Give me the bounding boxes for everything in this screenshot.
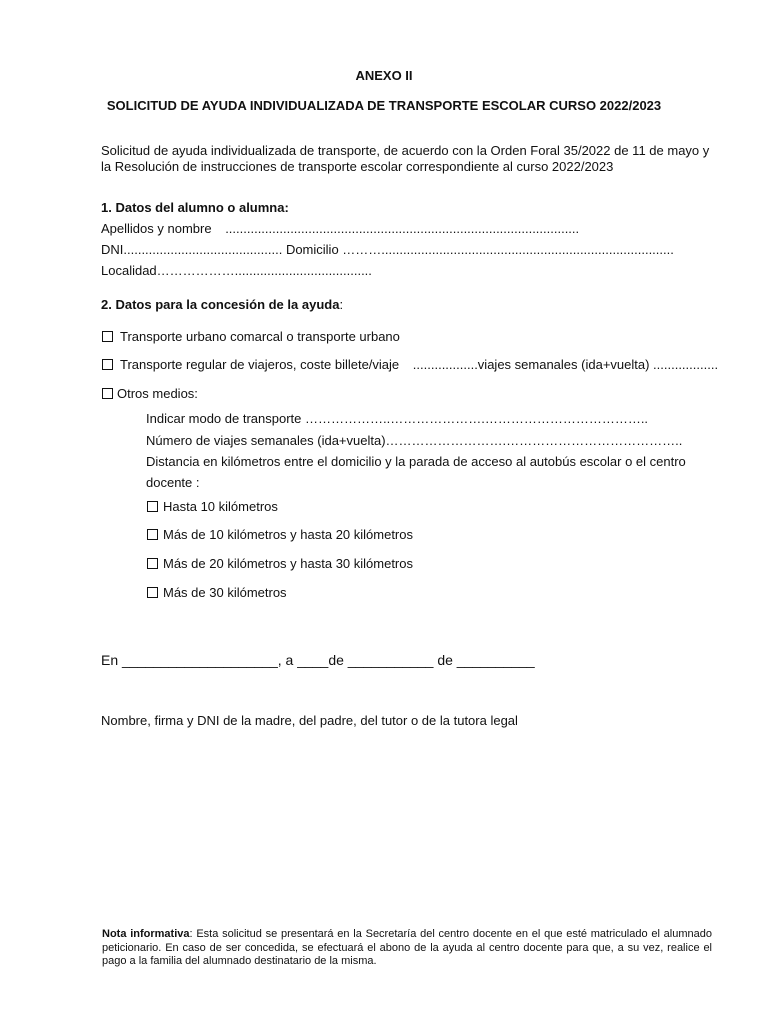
distancia-line-2: docente :	[146, 475, 200, 490]
intro-line-2: la Resolución de instrucciones de transporte escolar correspondiente al curso 2022/2023	[101, 159, 614, 174]
km-option-label: Más de 20 kilómetros y hasta 30 kilómetros	[163, 556, 413, 571]
km-option-label: Más de 30 kilómetros	[163, 585, 287, 600]
domicilio-label: Domicilio	[285, 242, 339, 257]
apellidos-label: Apellidos y nombre	[101, 221, 212, 236]
distancia-line-1: Distancia en kilómetros entre el domicilio y la parada de acceso al autobús escolar o el centro	[146, 454, 686, 469]
section-2-colon: :	[339, 297, 344, 312]
section-2-title: . Datos para la concesión de la ayuda	[108, 297, 340, 312]
informative-note	[102, 928, 712, 969]
place-date-line[interactable]: En ____________________, a ____de ___________ de __________	[101, 652, 535, 668]
intro-paragraph	[101, 143, 709, 175]
checkbox-icon[interactable]	[102, 331, 113, 342]
checkbox-icon[interactable]	[147, 529, 158, 540]
checkbox-icon[interactable]	[102, 388, 113, 399]
section-2-number: 2	[101, 297, 109, 312]
localidad-field[interactable]: Localidad………………......................................	[101, 263, 372, 278]
checkbox-icon[interactable]	[147, 558, 158, 569]
km-option-label: Hasta 10 kilómetros	[163, 499, 278, 514]
km-option-label: Más de 10 kilómetros y hasta 20 kilómetros	[163, 527, 413, 542]
checkbox-icon[interactable]	[102, 359, 113, 370]
option-otros[interactable]	[102, 386, 198, 402]
km-option-1[interactable]	[147, 499, 278, 515]
dni-row	[101, 242, 674, 258]
option-regular[interactable]	[102, 357, 718, 373]
intro-line-1: Solicitud de ayuda individualizada de transporte, de acuerdo con la Orden Foral 35/2022 de 11 de mayo y	[101, 143, 710, 158]
apellidos-field[interactable]: ..................................................................................................	[225, 221, 580, 236]
viajes-semanales-field[interactable]: Número de viajes semanales (ida+vuelta)……………………….…………………………………..	[146, 433, 683, 448]
km-option-3[interactable]	[147, 556, 413, 572]
option-regular-fields[interactable]: ..................viajes semanales (ida+vuelta) ..................	[412, 357, 719, 372]
modo-transporte-field[interactable]: Indicar modo de transporte ………………..………………….………………………………..	[146, 411, 649, 426]
option-urbano[interactable]	[102, 329, 400, 345]
option-otros-label: Otros medios:	[117, 386, 198, 401]
dni-field[interactable]: DNI............................................	[101, 242, 283, 257]
domicilio-field[interactable]: ……….................................................................................	[342, 242, 674, 257]
document-title: SOLICITUD DE AYUDA INDIVIDUALIZADA DE TRANSPORTE ESCOLAR CURSO 2022/2023	[106, 98, 662, 113]
option-urbano-label: Transporte urbano comarcal o transporte urbano	[120, 329, 400, 344]
apellidos-row	[101, 221, 579, 237]
option-regular-label: Transporte regular de viajeros, coste billete/viaje	[120, 357, 400, 372]
note-text: : Esta solicitud se presentará en la Secretaría del centro docente en el que esté matriculado el alumnado peticionario. En caso de ser concedida, se efectuará el abono de la ayuda al centro docente para que, a su vez, realice el pago a la familia del alumnado destinatario de la misma.	[102, 928, 712, 967]
section-2-heading	[101, 297, 343, 313]
annex-title: ANEXO II	[355, 68, 413, 83]
km-option-4[interactable]	[147, 585, 287, 601]
checkbox-icon[interactable]	[147, 587, 158, 598]
km-option-2[interactable]	[147, 527, 413, 543]
checkbox-icon[interactable]	[147, 501, 158, 512]
note-label: Nota informativa	[102, 928, 190, 940]
signer-label: Nombre, firma y DNI de la madre, del padre, del tutor o de la tutora legal	[101, 713, 518, 728]
section-1-heading: 1. Datos del alumno o alumna:	[101, 200, 289, 215]
